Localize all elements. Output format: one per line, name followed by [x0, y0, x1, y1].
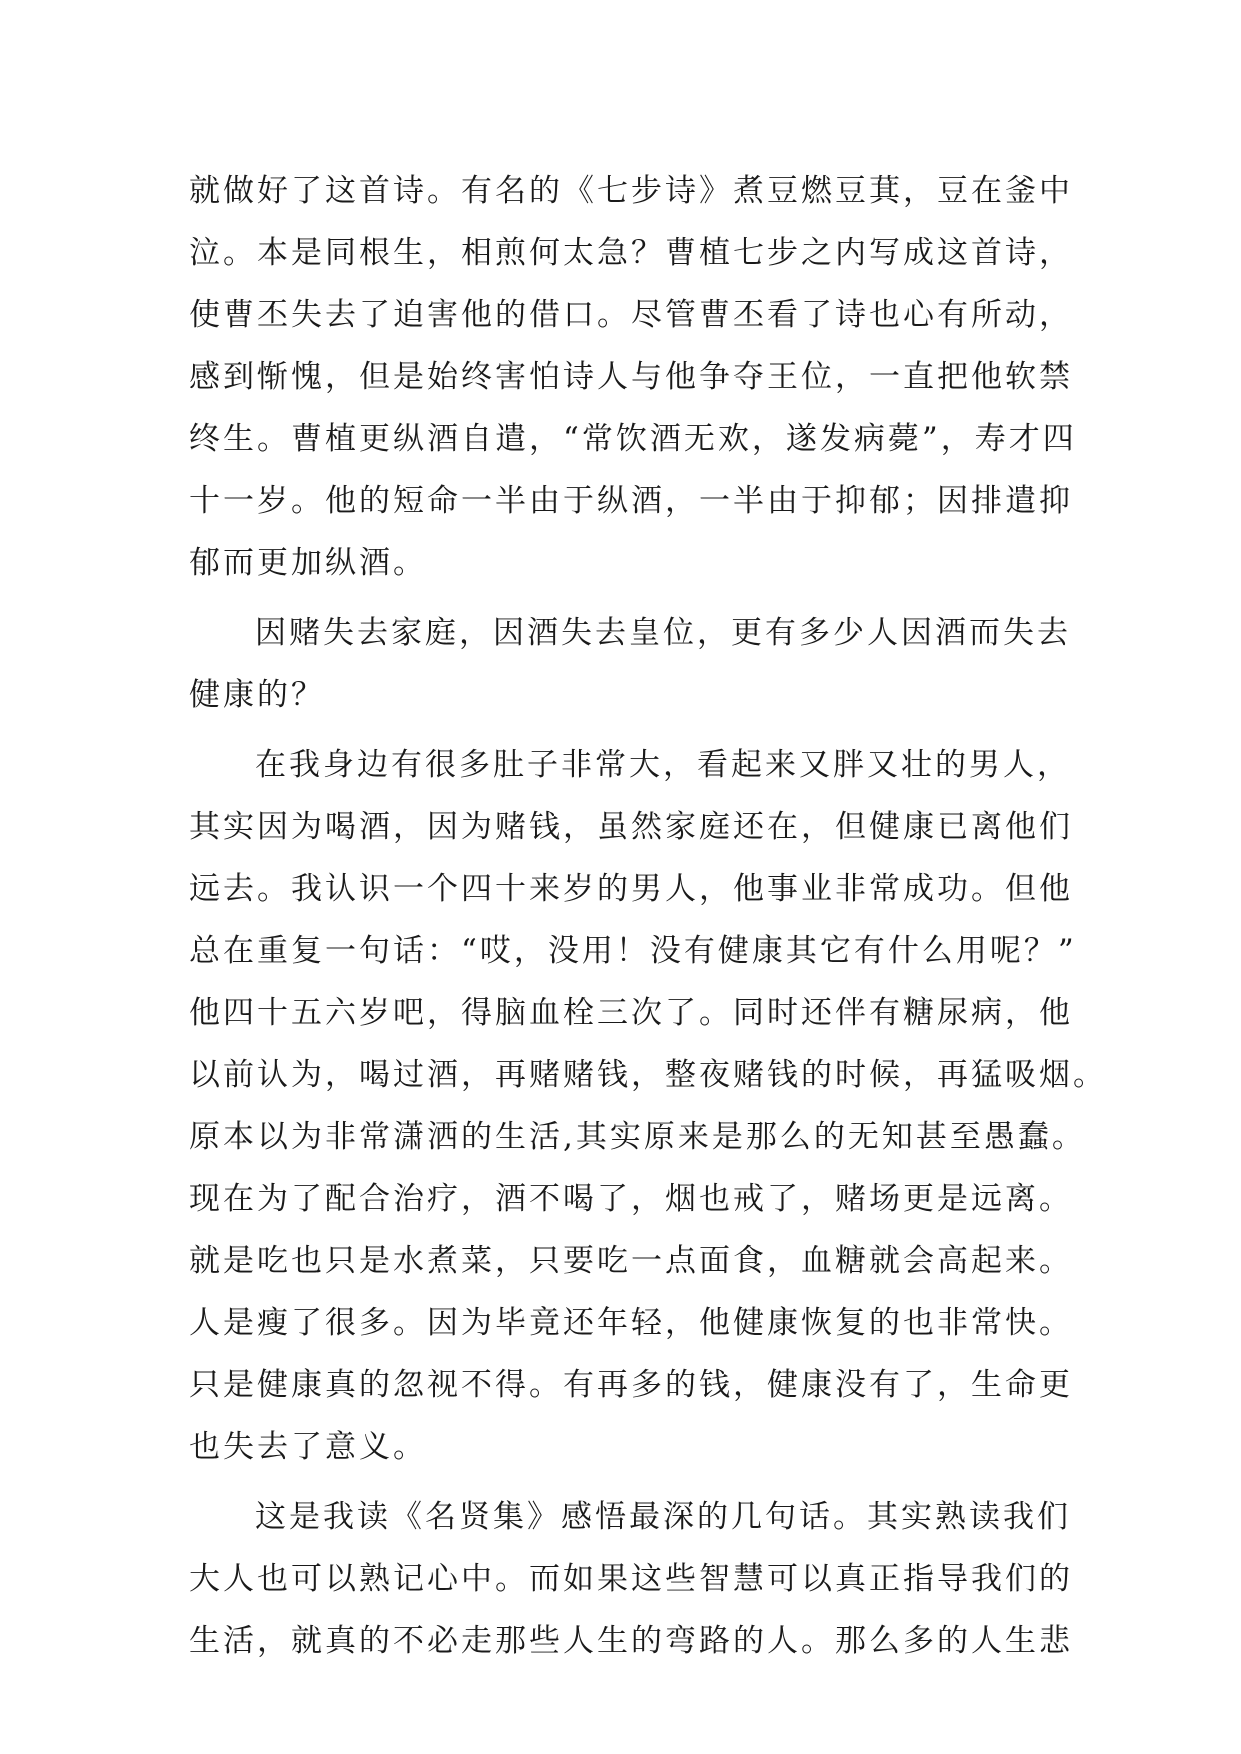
- text-line: 他四十五六岁吧，得脑血栓三次了。同时还伴有糖尿病，他: [189, 995, 1073, 1031]
- text-line: 感到惭愧，但是始终害怕诗人与他争夺王位，一直把他软禁: [189, 359, 1073, 395]
- text-line: 也失去了意义。: [189, 1429, 427, 1465]
- paragraph-2: [189, 602, 1071, 726]
- text-line: 现在为了配合治疗，酒不喝了，烟也戒了，赌场更是远离。: [189, 1181, 1073, 1217]
- text-line: 郁而更加纵酒。: [189, 545, 427, 581]
- text-line: 远去。我认识一个四十来岁的男人，他事业非常成功。但他: [189, 871, 1073, 907]
- text-line: 十一岁。他的短命一半由于纵酒，一半由于抑郁；因排遣抑: [189, 483, 1073, 519]
- paragraph-3: [189, 734, 1107, 1478]
- paragraph-gap: [189, 594, 1059, 602]
- text-line: 就是吃也只是水煮菜，只要吃一点面食，血糖就会高起来。: [189, 1243, 1073, 1279]
- text-line: 其实因为喝酒，因为赌钱，虽然家庭还在，但健康已离他们: [189, 809, 1073, 845]
- paragraph-gap: [189, 726, 1059, 734]
- text-line: 大人也可以熟记心中。而如果这些智慧可以真正指导我们的: [189, 1561, 1073, 1597]
- paragraph-4: [189, 1486, 1073, 1672]
- text-line: 这是我读《名贤集》感悟最深的几句话。其实熟读我们: [255, 1499, 1071, 1535]
- text-line: 原本以为非常潇洒的生活,其实原来是那么的无知甚至愚蠢。: [189, 1119, 1086, 1155]
- paragraph-1: [189, 160, 1077, 594]
- text-line: 终生。曹植更纵酒自遣，“常饮酒无欢，遂发病薨”，寿才四: [189, 421, 1077, 457]
- text-line: 在我身边有很多肚子非常大，看起来又胖又壮的男人，: [255, 747, 1071, 783]
- text-line: 健康的？: [189, 677, 325, 713]
- text-line: 人是瘦了很多。因为毕竟还年轻，他健康恢复的也非常快。: [189, 1305, 1073, 1341]
- body-text: [189, 160, 1107, 1672]
- text-line: 就做好了这首诗。有名的《七步诗》煮豆燃豆萁，豆在釜中: [189, 173, 1073, 209]
- text-line: 总在重复一句话：“哎，没用！没有健康其它有什么用呢？”: [189, 933, 1077, 969]
- text-line: 使曹丕失去了迫害他的借口。尽管曹丕看了诗也心有所动，: [189, 297, 1073, 333]
- text-line: 只是健康真的忽视不得。有再多的钱，健康没有了，生命更: [189, 1367, 1073, 1403]
- paragraph-gap: [189, 1478, 1059, 1486]
- text-line: 泣。本是同根生，相煎何太急？曹植七步之内写成这首诗，: [189, 235, 1073, 271]
- text-line: 以前认为，喝过酒，再赌赌钱，整夜赌钱的时候，再猛吸烟。: [189, 1057, 1107, 1093]
- text-line: 生活，就真的不必走那些人生的弯路的人。那么多的人生悲: [189, 1623, 1073, 1659]
- text-line: 因赌失去家庭，因酒失去皇位，更有多少人因酒而失去: [255, 615, 1071, 651]
